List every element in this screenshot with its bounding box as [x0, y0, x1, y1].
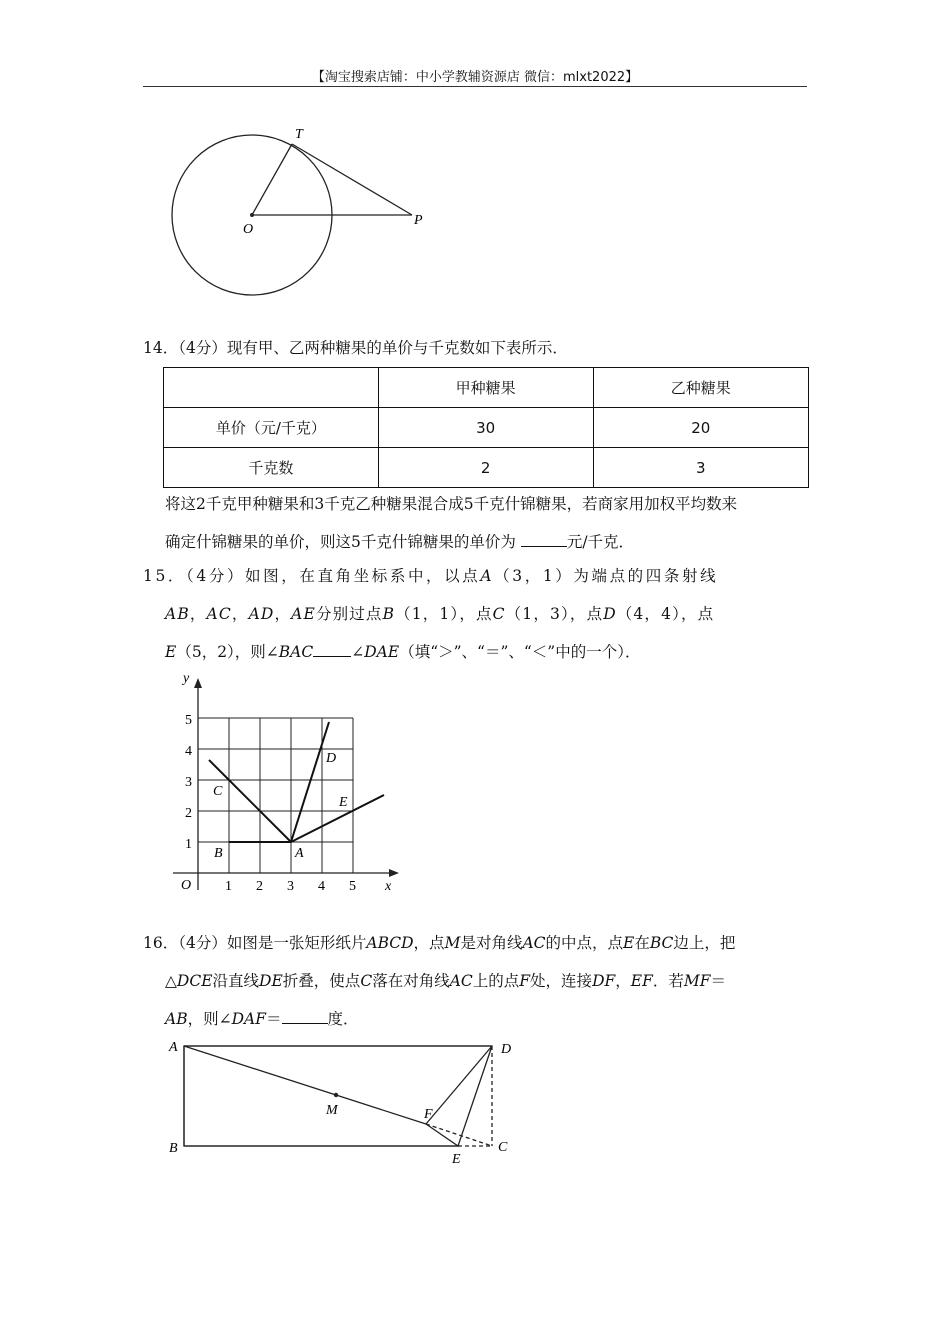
q16-math: AB	[165, 1010, 188, 1028]
ytick-label: 5	[185, 713, 192, 728]
label-a: A	[169, 1040, 178, 1055]
segment-de	[458, 1046, 492, 1146]
label-d: D	[501, 1042, 512, 1057]
label-t: T	[295, 127, 303, 142]
figure-circle-tangent	[160, 120, 450, 305]
ytick-label: 3	[185, 775, 192, 790]
q16-math: AC	[522, 934, 546, 952]
q14-line3	[165, 530, 634, 552]
label-p: P	[414, 213, 423, 228]
q15-text: （3，1）为端点的四条射线	[494, 567, 719, 585]
q16-math: MF	[683, 972, 711, 990]
q16-math: F	[519, 972, 531, 990]
q15-text: （4，4），点	[616, 605, 715, 623]
q15-line3	[165, 640, 640, 662]
q16-text: 处，连接	[530, 972, 593, 990]
q15-math: D	[603, 605, 617, 623]
q16-text: 边上，把	[673, 934, 736, 952]
q15-text: ∠	[351, 643, 365, 661]
segment-tp	[292, 144, 412, 215]
q15-number: 15．	[143, 567, 187, 585]
q15-line2	[165, 602, 714, 624]
xtick-label: 1	[225, 879, 232, 894]
x-axis-label: x	[385, 879, 392, 894]
q16-math: DCE	[176, 972, 213, 990]
q16-text: 是对角线	[460, 934, 523, 952]
point-c-label: C	[213, 784, 223, 799]
q16-text: 落在对角线	[372, 972, 450, 990]
label-c: C	[498, 1140, 508, 1155]
origin-label: O	[181, 878, 192, 893]
table-row	[164, 448, 809, 488]
answer-blank	[521, 534, 567, 547]
answer-blank	[313, 644, 351, 657]
q16-line2	[165, 969, 726, 991]
q15-math: AB	[165, 605, 190, 623]
table-cell	[164, 368, 379, 408]
q16-math: E	[623, 934, 635, 952]
q16-text: 沿直线	[212, 972, 260, 990]
q15-text: ，	[189, 605, 207, 623]
q16-text: 在	[634, 934, 650, 952]
x-axis-arrow	[389, 869, 399, 877]
q16-number: 16．	[143, 934, 179, 952]
q16-text: 度．	[327, 1010, 359, 1028]
segment-df	[426, 1046, 492, 1124]
point-b-label: B	[214, 846, 223, 861]
q16-text: ，	[615, 972, 631, 990]
q14-line3-text: 确定什锦糖果的单价，则这5千克什锦糖果的单价为	[165, 533, 516, 551]
q16-math: BC	[649, 934, 674, 952]
q14-table	[163, 367, 809, 488]
q14-stem: 现有甲、乙两种糖果的单价与千克数如下表所示．	[226, 339, 568, 357]
table-row	[164, 368, 809, 408]
ytick-label: 1	[185, 837, 192, 852]
xtick-label: 2	[256, 879, 263, 894]
q15-line1	[143, 564, 718, 586]
q15-score: （4分）	[186, 567, 246, 585]
point-m-dot	[334, 1093, 338, 1097]
ray-ae	[291, 795, 384, 842]
q15-math: AE	[291, 605, 316, 623]
q14-line3-unit: 元/千克．	[566, 533, 635, 551]
q15-math: C	[492, 605, 506, 623]
q16-line1	[143, 931, 735, 953]
label-f: F	[424, 1107, 433, 1122]
figure-coordinate-grid	[165, 668, 405, 898]
q15-text: ，	[274, 605, 292, 623]
q16-text: ，点	[413, 934, 445, 952]
q16-math: DAF	[231, 1010, 266, 1028]
tick-labels	[185, 713, 356, 894]
q15-point-a: A	[480, 567, 495, 585]
page-header: 【淘宝搜索店铺：中小学教辅资源店 微信：mlxt2022】	[311, 70, 639, 85]
rect-point-labels	[168, 1040, 511, 1167]
xtick-label: 4	[318, 879, 325, 894]
header-rule	[143, 86, 807, 87]
label-e: E	[452, 1152, 461, 1167]
q15-text: （填“＞”、“＝”、“＜”中的一个）．	[399, 643, 641, 661]
q16-score: （4分）	[178, 934, 227, 952]
q16-text: ＝	[710, 972, 727, 990]
y-axis-arrow	[194, 678, 202, 688]
q15-text: （1，1），点	[395, 605, 493, 623]
q15-math: BAC	[278, 643, 314, 661]
answer-blank	[282, 1011, 328, 1024]
point-e-label: E	[339, 795, 348, 810]
q15-math: AC	[206, 605, 232, 623]
q16-text: ＝	[265, 1010, 282, 1028]
q15-text: （1，3），点	[505, 605, 604, 623]
label-o: O	[243, 222, 254, 237]
q16-text: 上的点	[472, 972, 520, 990]
ytick-label: 2	[185, 806, 192, 821]
q16-text: ．若	[652, 972, 684, 990]
table-cell: 单价（元/千克）	[164, 408, 379, 448]
point-a-label: A	[295, 846, 304, 861]
q14-line1	[143, 336, 568, 358]
q15-text: （5，2），则∠	[176, 643, 279, 661]
q15-text: 分别过点	[315, 605, 383, 623]
q16-math: AC	[449, 972, 473, 990]
q16-math: M	[444, 934, 461, 952]
q16-math: C	[360, 972, 373, 990]
point-labels	[213, 751, 348, 861]
q15-math: B	[382, 605, 396, 623]
q16-math: DF	[592, 972, 616, 990]
ray-ad	[291, 722, 329, 842]
q16-text: ，则∠	[187, 1010, 232, 1028]
table-cell: 甲种糖果	[378, 368, 593, 408]
segment-af	[184, 1046, 426, 1124]
table-cell: 30	[378, 408, 593, 448]
q16-text: 如图是一张矩形纸片	[226, 934, 367, 952]
q16-text: 的中点，点	[545, 934, 624, 952]
point-o-dot	[250, 213, 254, 217]
table-cell: 20	[593, 408, 808, 448]
table-cell: 3	[593, 448, 808, 488]
table-cell: 千克数	[164, 448, 379, 488]
table-cell: 2	[378, 448, 593, 488]
table-cell: 乙种糖果	[593, 368, 808, 408]
ray-ac	[209, 760, 291, 842]
q15-text: ，	[231, 605, 249, 623]
figure-rectangle-fold	[160, 1032, 530, 1172]
q16-text: 折叠，使点	[282, 972, 361, 990]
q15-math: AD	[248, 605, 275, 623]
label-m: M	[326, 1103, 338, 1118]
label-b: B	[169, 1141, 178, 1156]
y-axis-label: y	[183, 671, 190, 686]
q16-line3	[165, 1007, 359, 1029]
q16-math: ABCD	[366, 934, 414, 952]
q15-text: 如图，在直角坐标系中，以点	[245, 567, 481, 585]
q14-number: 14．	[143, 339, 179, 357]
xtick-label: 5	[349, 879, 356, 894]
segment-fe	[426, 1124, 458, 1146]
q14-line2: 将这2千克甲种糖果和3千克乙种糖果混合成5千克什锦糖果，若商家用加权平均数来	[165, 495, 738, 513]
q16-math: DE	[259, 972, 283, 990]
q16-math: EF	[630, 972, 653, 990]
ytick-label: 4	[185, 744, 192, 759]
q14-score: （4分）	[178, 339, 227, 357]
segment-ot	[252, 144, 292, 215]
q16-text: △	[165, 972, 177, 990]
q15-math: DAE	[364, 643, 400, 661]
rays	[209, 722, 384, 842]
table-row	[164, 408, 809, 448]
point-d-label: D	[326, 751, 337, 766]
xtick-label: 3	[287, 879, 294, 894]
q15-math: E	[165, 643, 177, 661]
